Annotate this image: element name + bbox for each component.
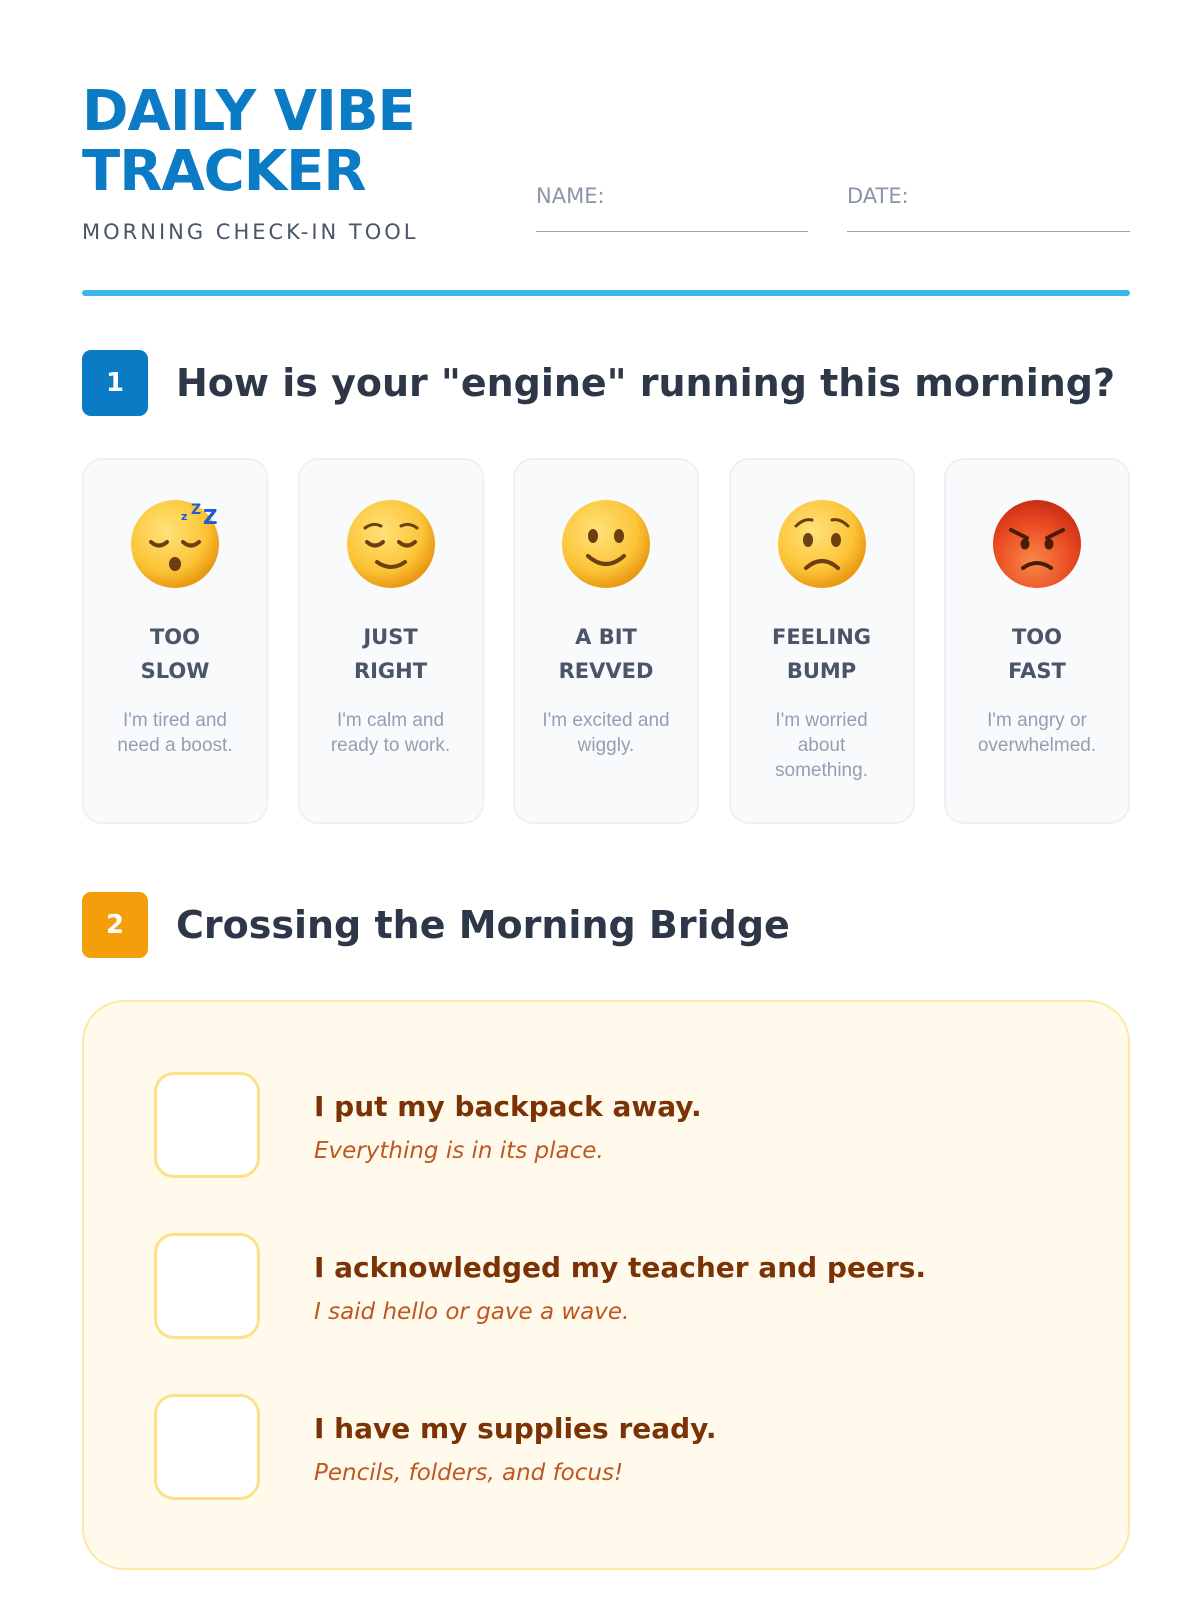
engine-card-too-slow[interactable] <box>82 458 268 824</box>
name-field[interactable] <box>536 184 808 232</box>
card-label <box>300 620 482 688</box>
worksheet-header <box>82 79 1130 297</box>
angry-face-icon <box>991 498 1083 590</box>
section-2-heading <box>82 892 790 958</box>
checklist-item <box>154 1394 1054 1500</box>
checklist-item-subtitle: I said hello or gave a wave. <box>314 1299 630 1325</box>
section-2-badge: 2 <box>82 892 148 958</box>
card-description: I'm calm and ready to work. <box>330 710 451 756</box>
section-1-heading <box>82 350 1115 416</box>
engine-card-feeling-bump[interactable] <box>729 458 915 824</box>
section-1-badge: 1 <box>82 350 148 416</box>
card-description: I'm tired and need a boost. <box>117 710 233 756</box>
card-label <box>731 620 913 688</box>
checklist-checkbox[interactable] <box>154 1072 260 1178</box>
card-label <box>946 620 1128 688</box>
date-field[interactable] <box>847 184 1130 232</box>
date-label: DATE: <box>847 184 909 208</box>
card-description: I'm excited and wiggly. <box>542 710 670 756</box>
card-label-line-2: BUMP <box>786 659 857 683</box>
engine-cards <box>82 458 1130 824</box>
card-label-line-2: RIGHT <box>353 659 428 683</box>
card-label-line-2: SLOW <box>140 659 210 683</box>
checklist-checkbox[interactable] <box>154 1394 260 1500</box>
engine-card-a-bit-revved[interactable] <box>513 458 699 824</box>
card-label-line-2: FAST <box>1008 659 1066 683</box>
header-divider <box>82 290 1130 296</box>
card-label-line-1: TOO <box>1011 625 1063 649</box>
checklist-item <box>154 1072 1054 1178</box>
card-label <box>515 620 697 688</box>
checklist-checkbox[interactable] <box>154 1233 260 1339</box>
morning-bridge-checklist <box>82 1000 1130 1570</box>
card-label-line-2: REVVED <box>558 659 654 683</box>
title-line-1: DAILY VIBE <box>82 79 415 144</box>
smiling-face-icon <box>560 498 652 590</box>
card-label <box>84 620 266 688</box>
card-label-line-1: A BIT <box>575 625 637 649</box>
card-label-line-1: JUST <box>363 625 418 649</box>
worried-face-icon <box>776 498 868 590</box>
relieved-face-icon <box>345 498 437 590</box>
checklist-item-subtitle: Everything is in its place. <box>314 1138 604 1164</box>
section-1-title: How is your "engine" running this morning? <box>176 361 1116 405</box>
page-subtitle: MORNING CHECK-IN TOOL <box>82 220 419 244</box>
engine-card-too-fast[interactable] <box>944 458 1130 824</box>
card-description: I'm worried about something. <box>775 710 868 781</box>
svg-text:Z: Z <box>203 505 218 529</box>
checklist-item-subtitle: Pencils, folders, and focus! <box>314 1460 624 1486</box>
name-label: NAME: <box>536 184 605 208</box>
sleeping-face-icon <box>129 498 221 590</box>
name-line[interactable] <box>536 222 808 232</box>
engine-card-just-right[interactable] <box>298 458 484 824</box>
checklist-item-title: I acknowledged my teacher and peers. <box>314 1251 927 1284</box>
title-line-2: TRACKER <box>82 139 366 204</box>
card-label-line-1: TOO <box>149 625 201 649</box>
svg-text:z: z <box>181 510 188 523</box>
checklist-item-title: I have my supplies ready. <box>314 1412 717 1445</box>
section-2-title: Crossing the Morning Bridge <box>176 903 790 947</box>
card-description: I'm angry or overwhelmed. <box>977 710 1097 756</box>
checklist-item-title: I put my backpack away. <box>314 1090 702 1123</box>
card-label-line-1: FEELING <box>771 625 872 649</box>
svg-text:Z: Z <box>191 502 202 518</box>
checklist-item <box>154 1233 1054 1339</box>
date-line[interactable] <box>847 222 1130 232</box>
